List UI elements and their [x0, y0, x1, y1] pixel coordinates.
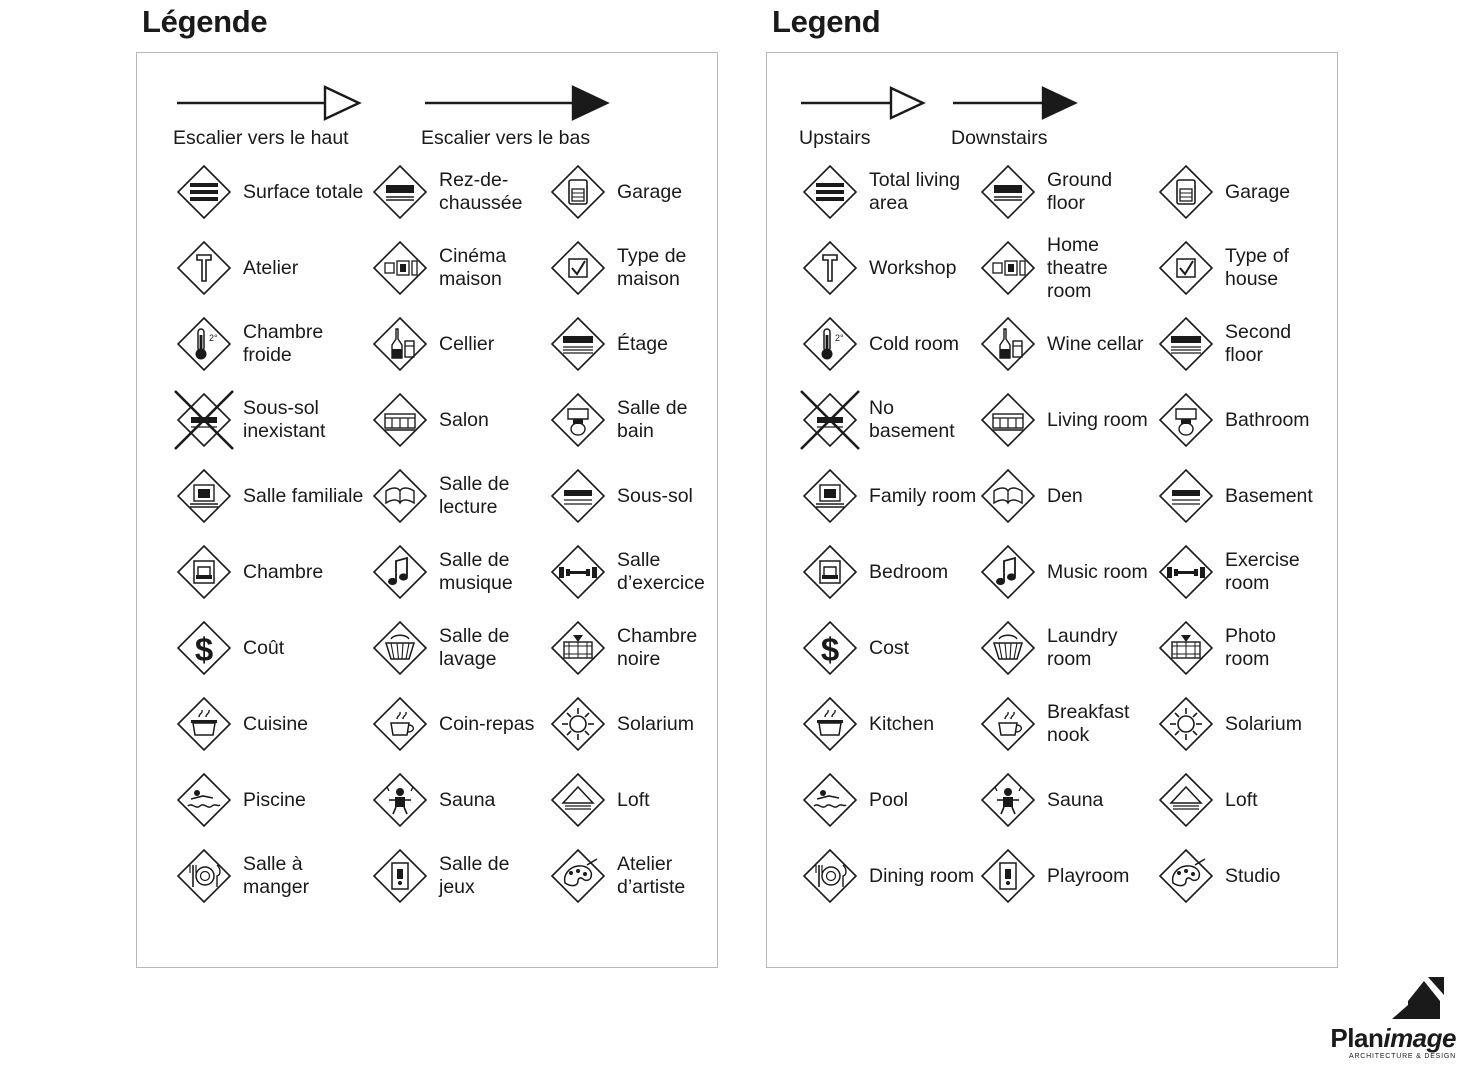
legend-entry-label: Total living area — [869, 169, 961, 214]
legend-entry — [547, 382, 705, 458]
studio-icon — [547, 845, 609, 907]
svg-text:2°: 2° — [835, 333, 844, 343]
legend-entry — [173, 610, 369, 686]
legend-entry-label: Surface totale — [243, 180, 364, 203]
legend-entry-label: Type de maison — [617, 245, 687, 290]
bathroom-icon — [1155, 389, 1217, 451]
arrow-filled-right-icon — [951, 81, 1091, 125]
legend-entry-label: Music room — [1047, 560, 1148, 583]
stairs-down-label-en: Downstairs — [951, 127, 1048, 149]
legend-entry-label: Pool — [869, 788, 909, 811]
home-theatre-icon — [977, 237, 1039, 299]
legend-entry-label: Den — [1047, 484, 1083, 507]
loft-icon — [1155, 769, 1217, 831]
panel-box-en — [766, 52, 1338, 968]
legend-entry — [977, 534, 1155, 610]
legend-grid-fr — [173, 154, 703, 914]
legend-entry-label: Laundry room — [1047, 625, 1118, 670]
legend-entry-label: Salon — [439, 408, 489, 431]
den-icon — [977, 465, 1039, 527]
garage-icon — [1155, 161, 1217, 223]
bedroom-icon — [173, 541, 235, 603]
legend-entry — [1155, 610, 1323, 686]
ground-floor-icon — [369, 161, 431, 223]
arrow-outline-right-icon — [173, 81, 383, 125]
family-room-icon — [173, 465, 235, 527]
sauna-icon — [977, 769, 1039, 831]
legend-entry — [977, 610, 1155, 686]
legend-entry — [173, 230, 369, 306]
logo-tagline: ARCHITECTURE & DESIGN — [1348, 1053, 1456, 1060]
photo-room-icon — [547, 617, 609, 679]
legend-entry — [1155, 306, 1323, 382]
legend-entry — [1155, 458, 1323, 534]
legend-entry-label: Dining room — [869, 864, 975, 887]
legend-entry-label: Photo room — [1225, 625, 1276, 670]
legend-entry — [369, 610, 547, 686]
legend-entry — [799, 762, 977, 838]
wine-cellar-icon — [369, 313, 431, 375]
legend-entry-label: Salle de lecture — [439, 473, 510, 518]
svg-text:$: $ — [820, 631, 840, 668]
stairs-up-en — [799, 81, 951, 150]
panel-title-fr: Légende — [142, 4, 268, 39]
legend-entry-label: Salle familiale — [243, 484, 364, 507]
ground-floor-icon — [977, 161, 1039, 223]
workshop-icon — [173, 237, 235, 299]
bedroom-icon — [799, 541, 861, 603]
legend-entry-label: Wine cellar — [1047, 332, 1144, 355]
wine-cellar-icon — [977, 313, 1039, 375]
legend-entry-label: Breakfast nook — [1047, 701, 1130, 746]
legend-entry — [173, 306, 369, 382]
playroom-icon — [977, 845, 1039, 907]
stairs-row-en — [799, 53, 1323, 154]
panel-legend-en — [766, 4, 1338, 968]
legend-entry-label: Sauna — [1047, 788, 1104, 811]
breakfast-nook-icon — [369, 693, 431, 755]
legend-entry-label: Home theatre room — [1047, 233, 1108, 302]
panel-legend-fr — [136, 4, 718, 968]
cold-room-icon — [799, 313, 861, 375]
exercise-room-icon — [1155, 541, 1217, 603]
workshop-icon — [799, 237, 861, 299]
legend-entry-label: Étage — [617, 332, 668, 355]
legend-entry — [977, 230, 1155, 306]
breakfast-nook-icon — [977, 693, 1039, 755]
panel-box-fr — [136, 52, 718, 968]
stairs-up-label-fr: Escalier vers le haut — [173, 127, 349, 149]
legend-entry — [799, 534, 977, 610]
legend-entry-label: Workshop — [869, 256, 957, 279]
second-floor-icon — [547, 313, 609, 375]
legend-entry — [1155, 154, 1323, 230]
arrow-outline-right-icon — [799, 81, 939, 125]
logo-image: image — [1383, 1023, 1456, 1053]
legend-entry — [1155, 686, 1323, 762]
legend-entry — [369, 306, 547, 382]
legend-entry — [977, 458, 1155, 534]
music-room-icon — [977, 541, 1039, 603]
legend-entry — [977, 382, 1155, 458]
legend-entry — [799, 686, 977, 762]
legend-entry — [369, 686, 547, 762]
legend-entry-label: Sous-sol — [617, 484, 693, 507]
legend-entry-label: Coin-repas — [439, 712, 535, 735]
legend-entry-label: Garage — [617, 180, 683, 203]
stairs-up-label-en: Upstairs — [799, 127, 871, 149]
svg-text:2°: 2° — [209, 333, 218, 343]
home-theatre-icon — [369, 237, 431, 299]
legend-entry-label: Salle de jeux — [439, 853, 510, 898]
legend-entry — [173, 154, 369, 230]
legend-entry — [173, 534, 369, 610]
legend-entry — [1155, 230, 1323, 306]
legend-entry — [547, 458, 705, 534]
legend-entry — [173, 762, 369, 838]
legend-entry — [369, 382, 547, 458]
legend-entry-label: Cellier — [439, 332, 495, 355]
legend-entry-label: Kitchen — [869, 712, 935, 735]
legend-entry — [1155, 382, 1323, 458]
bathroom-icon — [547, 389, 609, 451]
legend-entry-label: Chambre froide — [243, 321, 324, 366]
no-basement-icon — [173, 389, 235, 451]
legend-entry-label: Bathroom — [1225, 408, 1310, 431]
legend-entry-label: Playroom — [1047, 864, 1130, 887]
legend-entry — [547, 154, 705, 230]
legend-entry — [547, 686, 705, 762]
legend-entry-label: No basement — [869, 397, 955, 442]
legend-entry-label: Studio — [1225, 864, 1281, 887]
legend-entry-label: Second floor — [1225, 321, 1292, 366]
house-pencil-mark — [1378, 975, 1456, 1025]
legend-entry-label: Salle de lavage — [439, 625, 510, 670]
legend-entry — [977, 762, 1155, 838]
legend-entry — [1155, 762, 1323, 838]
living-room-icon — [977, 389, 1039, 451]
type-of-house-icon — [1155, 237, 1217, 299]
family-room-icon — [799, 465, 861, 527]
legend-entry-label: Sauna — [439, 788, 496, 811]
pool-icon — [173, 769, 235, 831]
legend-grid-en — [799, 154, 1323, 914]
legend-entry — [799, 154, 977, 230]
legend-entry — [547, 610, 705, 686]
legend-entry — [1155, 534, 1323, 610]
legend-entry-label: Loft — [617, 788, 650, 811]
logo-plan: Plan — [1330, 1023, 1384, 1053]
legend-entry-label: Loft — [1225, 788, 1258, 811]
legend-entry — [977, 838, 1155, 914]
legend-entry-label: Basement — [1225, 484, 1313, 507]
legend-entry-label: Chambre — [243, 560, 324, 583]
legend-entry-label: Ground floor — [1047, 169, 1113, 214]
legend-entry — [173, 458, 369, 534]
kitchen-icon — [799, 693, 861, 755]
legend-entry — [977, 306, 1155, 382]
legend-entry — [369, 762, 547, 838]
solarium-icon — [547, 693, 609, 755]
stairs-down-label-fr: Escalier vers le bas — [421, 127, 591, 149]
studio-icon — [1155, 845, 1217, 907]
legend-entry — [977, 686, 1155, 762]
legend-entry-label: Sous-sol inexistant — [243, 397, 326, 442]
solarium-icon — [1155, 693, 1217, 755]
legend-entry — [799, 838, 977, 914]
legend-entry-label: Salle de musique — [439, 549, 513, 594]
stairs-row-fr — [173, 53, 703, 154]
second-floor-icon — [1155, 313, 1217, 375]
legend-entry-label: Garage — [1225, 180, 1291, 203]
legend-entry-label: Solarium — [1225, 712, 1302, 735]
legend-entry — [547, 534, 705, 610]
stairs-down-en — [951, 81, 1131, 150]
exercise-room-icon — [547, 541, 609, 603]
stairs-up-fr — [173, 81, 421, 150]
legend-entry — [173, 382, 369, 458]
legend-entry — [369, 230, 547, 306]
legend-entry — [369, 534, 547, 610]
legend-entry — [547, 762, 705, 838]
legend-entry — [1155, 838, 1323, 914]
legend-entry — [369, 458, 547, 534]
total-living-area-icon — [799, 161, 861, 223]
legend-entry — [977, 154, 1155, 230]
dining-room-icon — [799, 845, 861, 907]
cost-icon — [799, 617, 861, 679]
legend-entry-label: Salle de bain — [617, 397, 688, 442]
sauna-icon — [369, 769, 431, 831]
legend-entry-label: Exercise room — [1225, 549, 1300, 594]
loft-icon — [547, 769, 609, 831]
legend-entry — [799, 382, 977, 458]
legend-entry — [547, 838, 705, 914]
legend-entry — [173, 838, 369, 914]
pool-icon — [799, 769, 861, 831]
logo-wordmark — [1330, 1025, 1456, 1051]
legend-entry-label: Cinéma maison — [439, 245, 507, 290]
laundry-room-icon — [977, 617, 1039, 679]
legend-entry-label: Rez-de-chaussée — [439, 169, 523, 214]
legend-entry-label: Atelier — [243, 256, 299, 279]
laundry-room-icon — [369, 617, 431, 679]
legend-entry — [369, 838, 547, 914]
arrow-filled-right-icon — [421, 81, 631, 125]
svg-text:$: $ — [194, 631, 214, 668]
legend-entry-label: Family room — [869, 484, 977, 507]
playroom-icon — [369, 845, 431, 907]
legend-entry-label: Atelier d’artiste — [617, 853, 686, 898]
legend-entry-label: Bedroom — [869, 560, 949, 583]
legend-entry — [799, 610, 977, 686]
cost-icon — [173, 617, 235, 679]
stairs-down-fr — [421, 81, 671, 150]
legend-entry-label: Solarium — [617, 712, 694, 735]
type-of-house-icon — [547, 237, 609, 299]
legend-entry — [547, 230, 705, 306]
dining-room-icon — [173, 845, 235, 907]
legend-entry — [547, 306, 705, 382]
legend-entry — [173, 686, 369, 762]
legend-entry — [369, 154, 547, 230]
legend-entry — [799, 306, 977, 382]
basement-icon — [1155, 465, 1217, 527]
legend-entry-label: Cuisine — [243, 712, 309, 735]
garage-icon — [547, 161, 609, 223]
cold-room-icon — [173, 313, 235, 375]
kitchen-icon — [173, 693, 235, 755]
basement-icon — [547, 465, 609, 527]
legend-entry-label: Living room — [1047, 408, 1148, 431]
legend-entry — [799, 230, 977, 306]
total-living-area-icon — [173, 161, 235, 223]
legend-entry-label: Type of house — [1225, 245, 1289, 290]
legend-entry-label: Piscine — [243, 788, 306, 811]
legend-entry-label: Salle à manger — [243, 853, 310, 898]
legend-entry-label: Chambre noire — [617, 625, 698, 670]
living-room-icon — [369, 389, 431, 451]
legend-entry-label: Cold room — [869, 332, 959, 355]
photo-room-icon — [1155, 617, 1217, 679]
panel-title-en: Legend — [772, 4, 881, 39]
legend-entry-label: Salle d’exercice — [617, 549, 705, 594]
legend-entry-label: Coût — [243, 636, 285, 659]
legend-entry — [799, 458, 977, 534]
no-basement-icon — [799, 389, 861, 451]
den-icon — [369, 465, 431, 527]
music-room-icon — [369, 541, 431, 603]
planimage-logo — [1330, 975, 1456, 1060]
legend-entry-label: Cost — [869, 636, 910, 659]
